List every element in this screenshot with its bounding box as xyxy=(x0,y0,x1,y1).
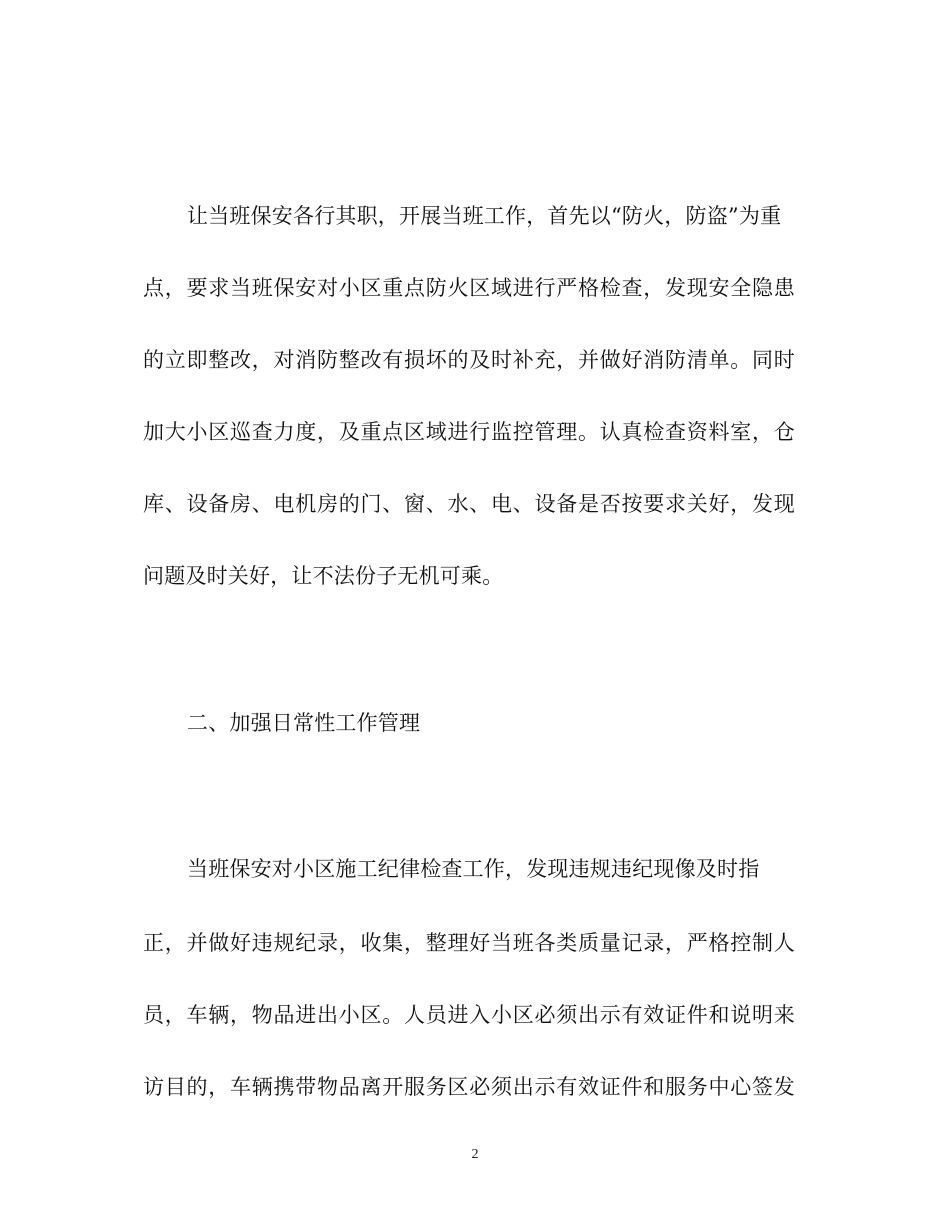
paragraph-1-line-5: 库、设备房、电机房的门、窗、水、电、设备是否按要求关好，发现 xyxy=(143,492,795,516)
page-number: 2 xyxy=(471,1147,479,1162)
paragraph-1-line-6: 问题及时关好，让不法份子无机可乘。 xyxy=(143,564,504,588)
paragraph-2-line-3: 员，车辆，物品进出小区。人员进入小区必须出示有效证件和说明来 xyxy=(143,1003,795,1027)
paragraph-1-line-4: 加大小区巡查力度，及重点区域进行监控管理。认真检查资料室，仓 xyxy=(143,420,795,444)
paragraph-2-line-1: 当班保安对小区施工纪律检查工作，发现违规违纪现像及时指 xyxy=(187,857,760,881)
paragraph-1-line-2: 点，要求当班保安对小区重点防火区域进行严格检查，发现安全隐患 xyxy=(143,276,795,300)
section-heading: 二、加强日常性工作管理 xyxy=(187,711,421,735)
paragraph-1-line-3: 的立即整改，对消防整改有损坏的及时补充，并做好消防清单。同时 xyxy=(143,348,795,372)
paragraph-2-line-2: 正，并做好违规纪录，收集，整理好当班各类质量记录，严格控制人 xyxy=(143,931,795,955)
paragraph-1-line-1: 让当班保安各行其职，开展当班工作，首先以“防火，防盗”为重 xyxy=(187,204,782,228)
paragraph-2-line-4: 访目的，车辆携带物品离开服务区必须出示有效证件和服务中心签发 xyxy=(143,1075,795,1099)
